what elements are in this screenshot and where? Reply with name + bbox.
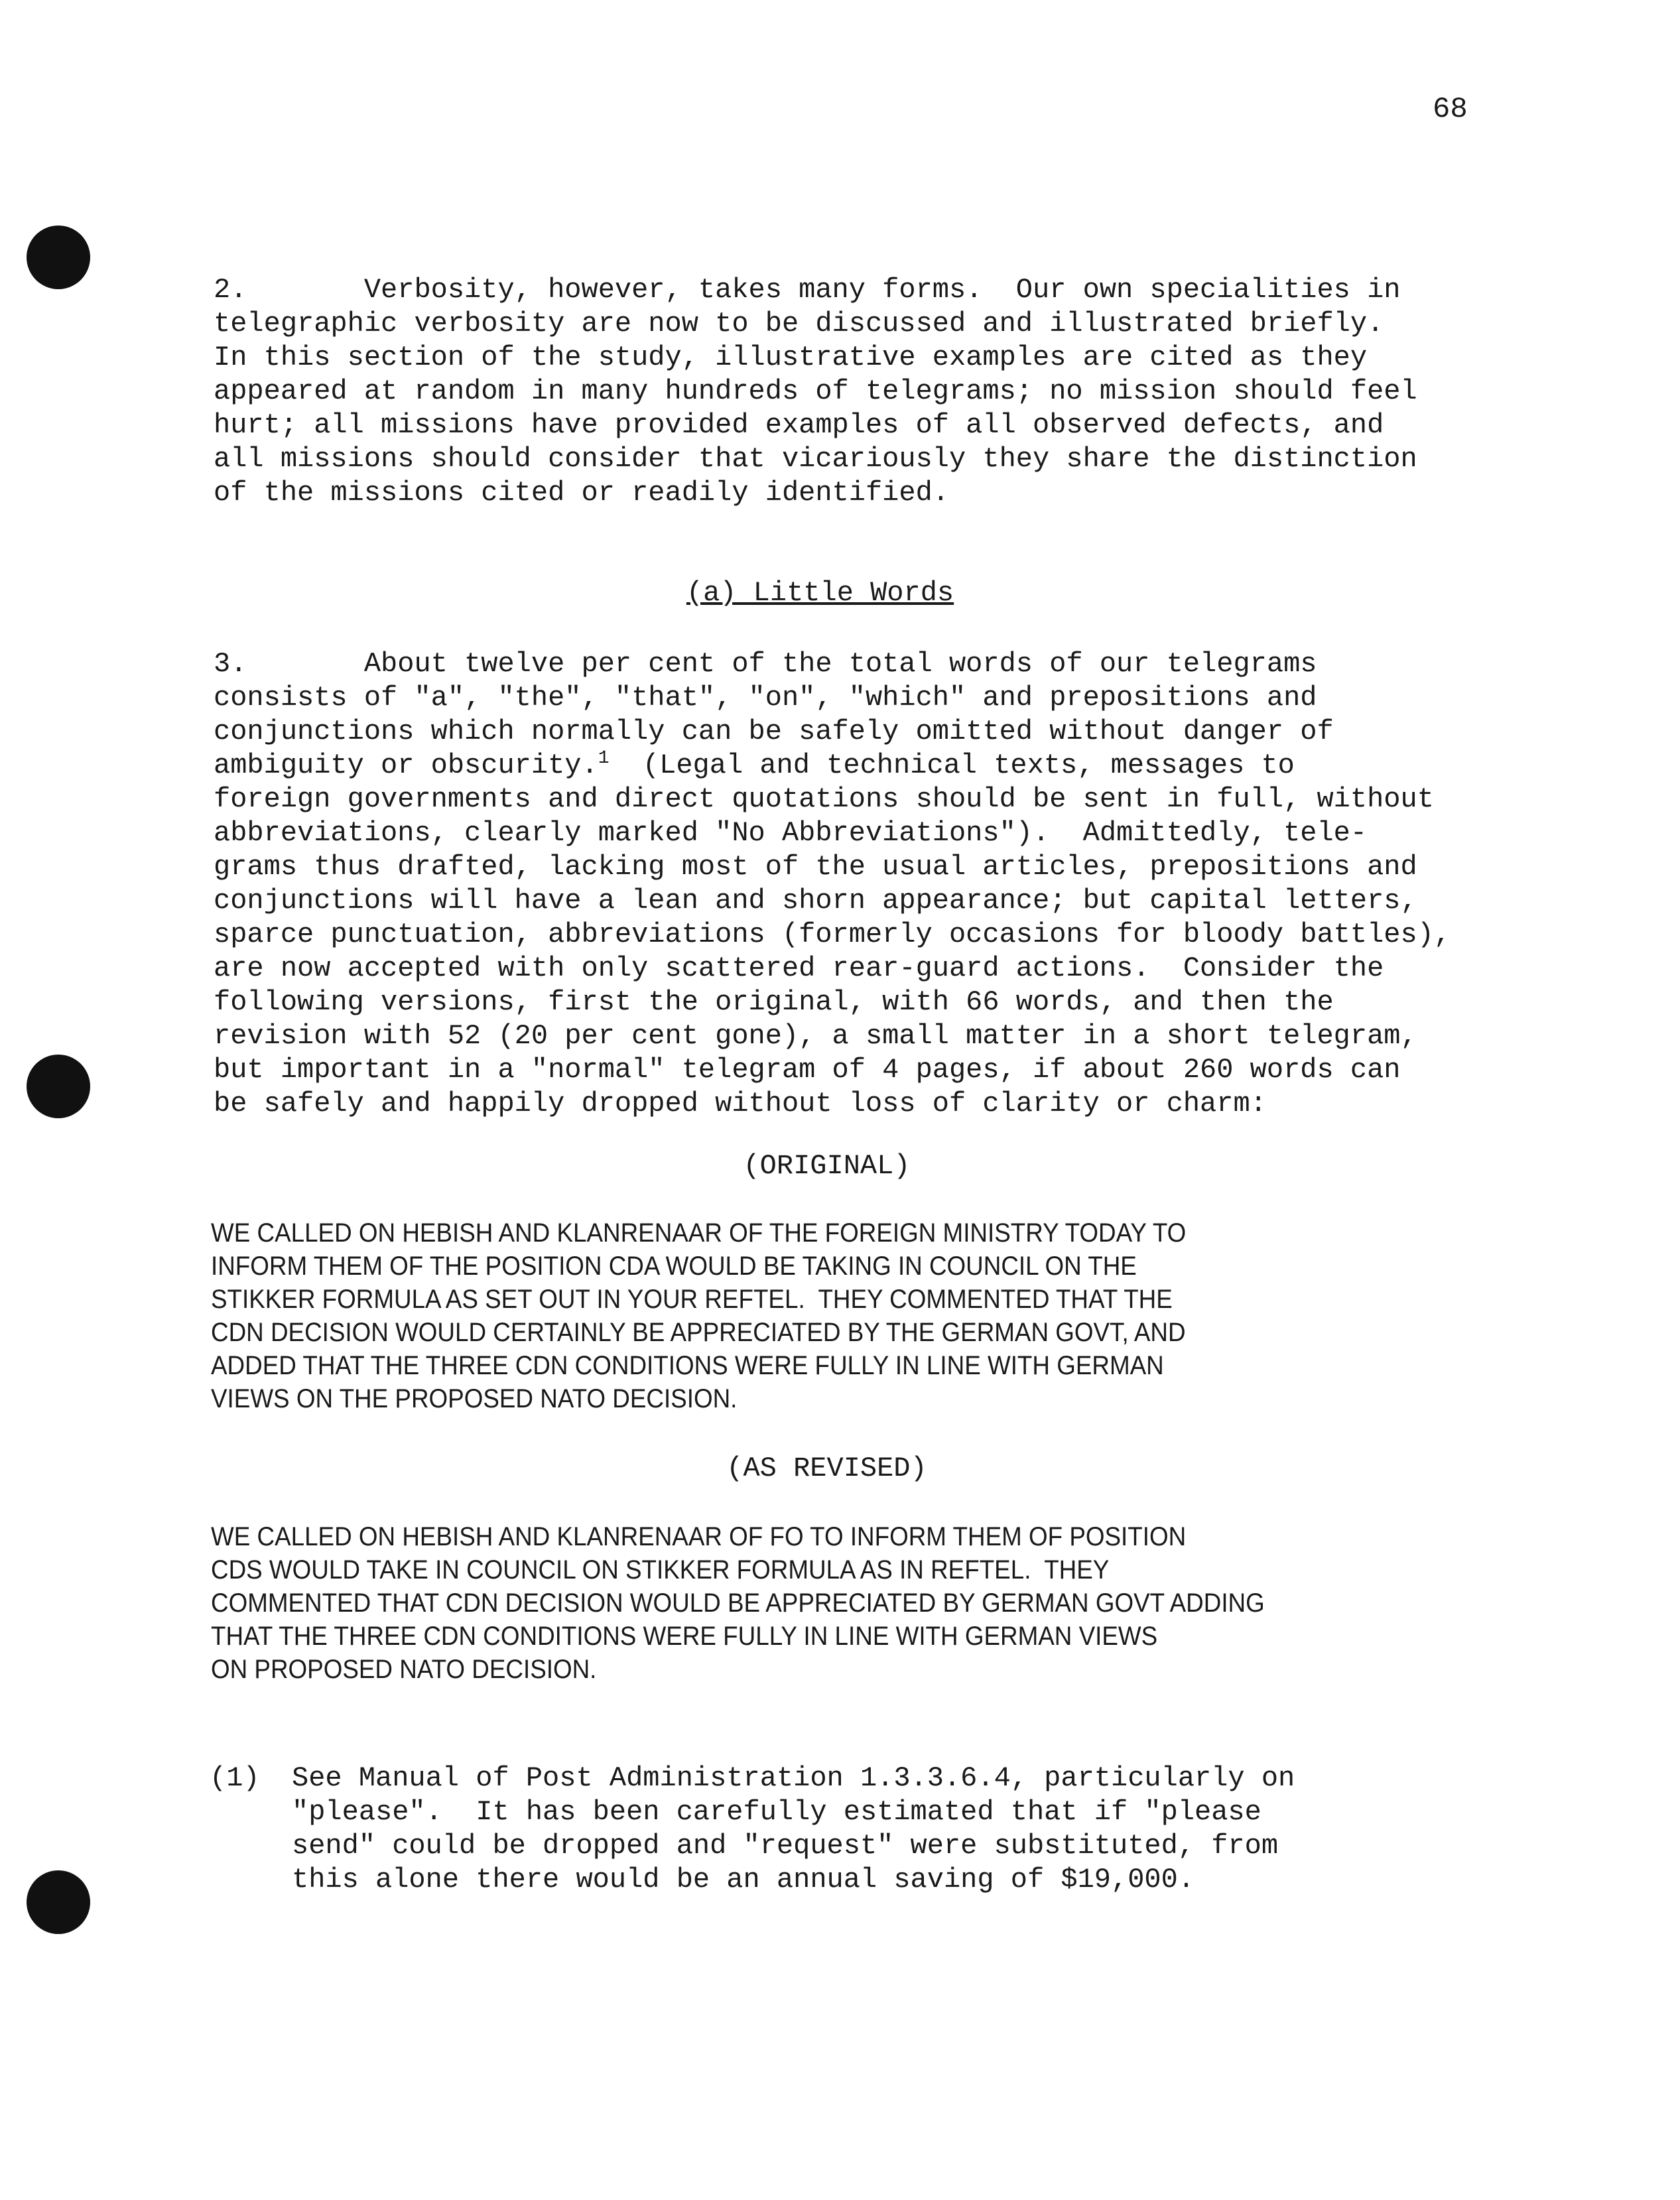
footnote-line: send" could be dropped and "request" were substituted, from xyxy=(292,1830,1279,1862)
telegram-line: THAT THE THREE CDN CONDITIONS WERE FULLY IN LINE WITH GERMAN VIEWS xyxy=(211,1622,1158,1651)
text-line: In this section of the study, illustrative examples are cited as they xyxy=(214,342,1368,373)
section-heading-text: (a) Little Words xyxy=(686,577,954,609)
text-line: of the missions cited or readily identified. xyxy=(214,477,949,509)
telegram-line: CDN DECISION WOULD CERTAINLY BE APPRECIATED BY THE GERMAN GOVT, AND xyxy=(211,1318,1186,1347)
footnote-marker: (1) xyxy=(210,1762,260,1794)
text-line: abbreviations, clearly marked "No Abbreviations"). Admittedly, tele- xyxy=(214,817,1368,849)
text-line: foreign governments and direct quotations should be sent in full, without xyxy=(214,783,1434,815)
footnote-reference: 1 xyxy=(598,748,610,769)
text-line: sparce punctuation, abbreviations (formerly occasions for bloody battles), xyxy=(214,919,1451,950)
telegram-line: ADDED THAT THE THREE CDN CONDITIONS WERE FULLY IN LINE WITH GERMAN xyxy=(211,1351,1164,1380)
paragraph-2 xyxy=(214,273,1474,510)
section-heading xyxy=(0,577,1660,609)
text-line: telegraphic verbosity are now to be discussed and illustrated briefly. xyxy=(214,308,1384,340)
text-line: be safely and happily dropped without loss of clarity or charm: xyxy=(214,1088,1267,1120)
footnote-body xyxy=(292,1762,1459,1897)
text-line: but important in a "normal" telegram of 4 pages, if about 260 words can xyxy=(214,1054,1401,1086)
footnote-line: "please". It has been carefully estimated that if "please xyxy=(292,1796,1261,1828)
text-line: consists of "a", "the", "that", "on", "which" and prepositions and xyxy=(214,682,1317,714)
text-line: conjunctions will have a lean and shorn appearance; but capital letters, xyxy=(214,885,1417,917)
punch-hole-top xyxy=(27,226,90,289)
punch-hole-bottom xyxy=(27,1870,90,1934)
telegram-line: WE CALLED ON HEBISH AND KLANRENAAR OF FO TO INFORM THEM OF POSITION xyxy=(211,1522,1187,1551)
original-telegram xyxy=(211,1216,1471,1415)
text-line: hurt; all missions have provided examples of all observed defects, and xyxy=(214,409,1384,441)
text-line: following versions, first the original, with 66 words, and then the xyxy=(214,986,1334,1018)
text-line: 3. About twelve per cent of the total words of our telegrams xyxy=(214,648,1317,680)
original-heading: (ORIGINAL) xyxy=(743,1150,911,1182)
telegram-line: CDS WOULD TAKE IN COUNCIL ON STIKKER FORMULA AS IN REFTEL. THEY xyxy=(211,1555,1110,1585)
footnote-line: this alone there would be an annual saving of $19,000. xyxy=(292,1864,1195,1896)
telegram-line: STIKKER FORMULA AS SET OUT IN YOUR REFTEL. THEY COMMENTED THAT THE xyxy=(211,1285,1173,1314)
text-line: are now accepted with only scattered rear-guard actions. Consider the xyxy=(214,952,1384,984)
text-line: revision with 52 (20 per cent gone), a small matter in a short telegram, xyxy=(214,1020,1417,1052)
telegram-line: INFORM THEM OF THE POSITION CDA WOULD BE TAKING IN COUNCIL ON THE xyxy=(211,1252,1137,1281)
revised-heading: (AS REVISED) xyxy=(726,1453,927,1484)
text-line: 2. Verbosity, however, takes many forms. Our own specialities in xyxy=(214,274,1401,306)
text-line: conjunctions which normally can be safely omitted without danger of xyxy=(214,716,1334,747)
text-segment: (Legal and technical texts, messages to xyxy=(609,749,1295,781)
telegram-line: VIEWS ON THE PROPOSED NATO DECISION. xyxy=(211,1384,738,1413)
text-line xyxy=(214,749,1474,783)
telegram-line: WE CALLED ON HEBISH AND KLANRENAAR OF THE FOREIGN MINISTRY TODAY TO xyxy=(211,1218,1187,1248)
paragraph-3 xyxy=(214,647,1474,1121)
text-line: all missions should consider that vicariously they share the distinction xyxy=(214,443,1417,475)
revised-telegram xyxy=(211,1520,1471,1686)
text-segment: ambiguity or obscurity. xyxy=(214,749,598,781)
punch-hole-middle xyxy=(27,1055,90,1118)
telegram-line: ON PROPOSED NATO DECISION. xyxy=(211,1655,597,1684)
page-number: 68 xyxy=(1433,93,1468,126)
telegram-line: COMMENTED THAT CDN DECISION WOULD BE APPRECIATED BY GERMAN GOVT ADDING xyxy=(211,1588,1265,1618)
text-line: grams thus drafted, lacking most of the usual articles, prepositions and xyxy=(214,851,1417,883)
footnote-line: See Manual of Post Administration 1.3.3.6.4, particularly on xyxy=(292,1762,1295,1794)
text-line: appeared at random in many hundreds of telegrams; no mission should feel xyxy=(214,375,1417,407)
